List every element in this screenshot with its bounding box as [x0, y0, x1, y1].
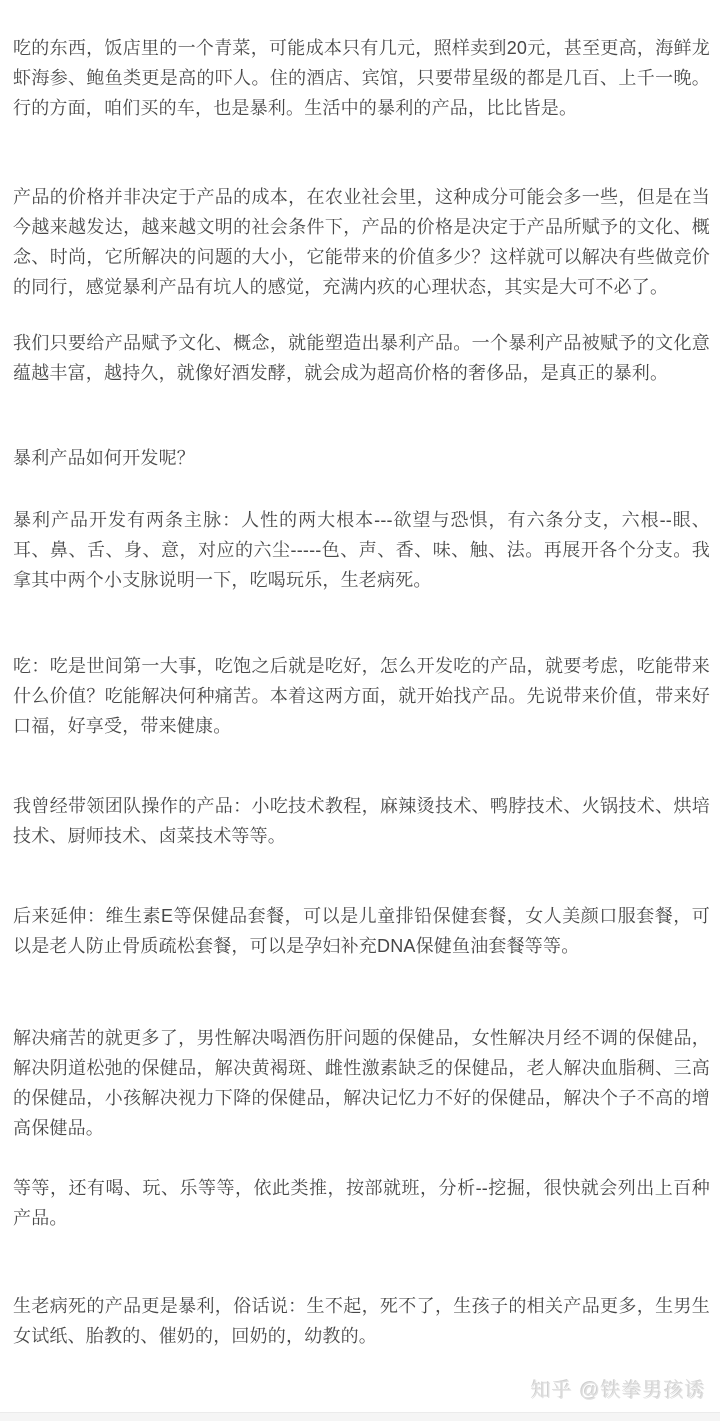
paragraph-5: 暴利产品开发有两条主脉：人性的两大根本---欲望与恐惧，有六条分支，六根--眼、耳、鼻、舌、身、意，对应的六尘-----色、声、香、味、触、法。再展开各个分支。我拿其中两个小支脉说明一下，吃喝玩乐，生老病死。: [13, 510, 710, 590]
zhihu-watermark: 知乎 @铁拳男孩诱: [531, 1380, 706, 1402]
paragraph-2: 产品的价格并非决定于产品的成本，在农业社会里，这种成分可能会多一些，但是在当今越来越发达，越来越文明的社会条件下，产品的价格是决定于产品所赋予的文化、概念、时尚，它所解决的问题的大小，它能带来的价值多少？这样就可以解决有些做竞价的同行，感觉暴利产品有坑人的感觉，充满内疚的心理状态，其实是大可不必了。: [13, 187, 710, 297]
paragraph-4: 暴利产品如何开发呢？: [13, 448, 195, 468]
paragraph-10: 等等，还有喝、玩、乐等等，依此类推，按部就班，分析--挖掘，很快就会列出上百种产品。: [13, 1178, 710, 1228]
paragraph-1: 吃的东西，饭店里的一个青菜，可能成本只有几元，照样卖到20元，甚至更高，海鲜龙虾海参、鲍鱼类更是高的吓人。住的酒店、宾馆，只要带星级的都是几百、上千一晚。行的方面，咱们买的车，也是暴利。生活中的暴利的产品，比比皆是。: [13, 38, 710, 118]
paragraph-11: 生老病死的产品更是暴利，俗话说：生不起，死不了，生孩子的相关产品更多，生男生女试纸、胎教的、催奶的，回奶的，幼教的。: [13, 1296, 710, 1346]
paragraph-8: 后来延伸：维生素E等保健品套餐，可以是儿童排铅保健套餐，女人美颜口服套餐，可以是老人防止骨质疏松套餐，可以是孕妇补充DNA保健鱼油套餐等等。: [13, 906, 710, 956]
paragraph-7: 我曾经带领团队操作的产品：小吃技术教程，麻辣烫技术、鸭脖技术、火锅技术、烘培技术、厨师技术、卤菜技术等等。: [13, 796, 710, 846]
bottom-edge-strip: [0, 1412, 720, 1421]
paragraph-9: 解决痛苦的就更多了，男性解决喝酒伤肝问题的保健品，女性解决月经不调的保健品，解决阴道松弛的保健品，解决黄褐斑、雌性激素缺乏的保健品，老人解决血脂稠、三高的保健品，小孩解决视力下降的保健品，解决记忆力不好的保健品，解决个子不高的增高保健品。: [13, 1028, 710, 1138]
paragraph-3: 我们只要给产品赋予文化、概念，就能塑造出暴利产品。一个暴利产品被赋予的文化意蕴越丰富，越持久，就像好酒发酵，就会成为超高价格的奢侈品，是真正的暴利。: [13, 333, 710, 383]
paragraph-6: 吃：吃是世间第一大事，吃饱之后就是吃好，怎么开发吃的产品，就要考虑，吃能带来什么价值？吃能解决何种痛苦。本着这两方面，就开始找产品。先说带来价值，带来好口福，好享受，带来健康。: [13, 656, 710, 736]
